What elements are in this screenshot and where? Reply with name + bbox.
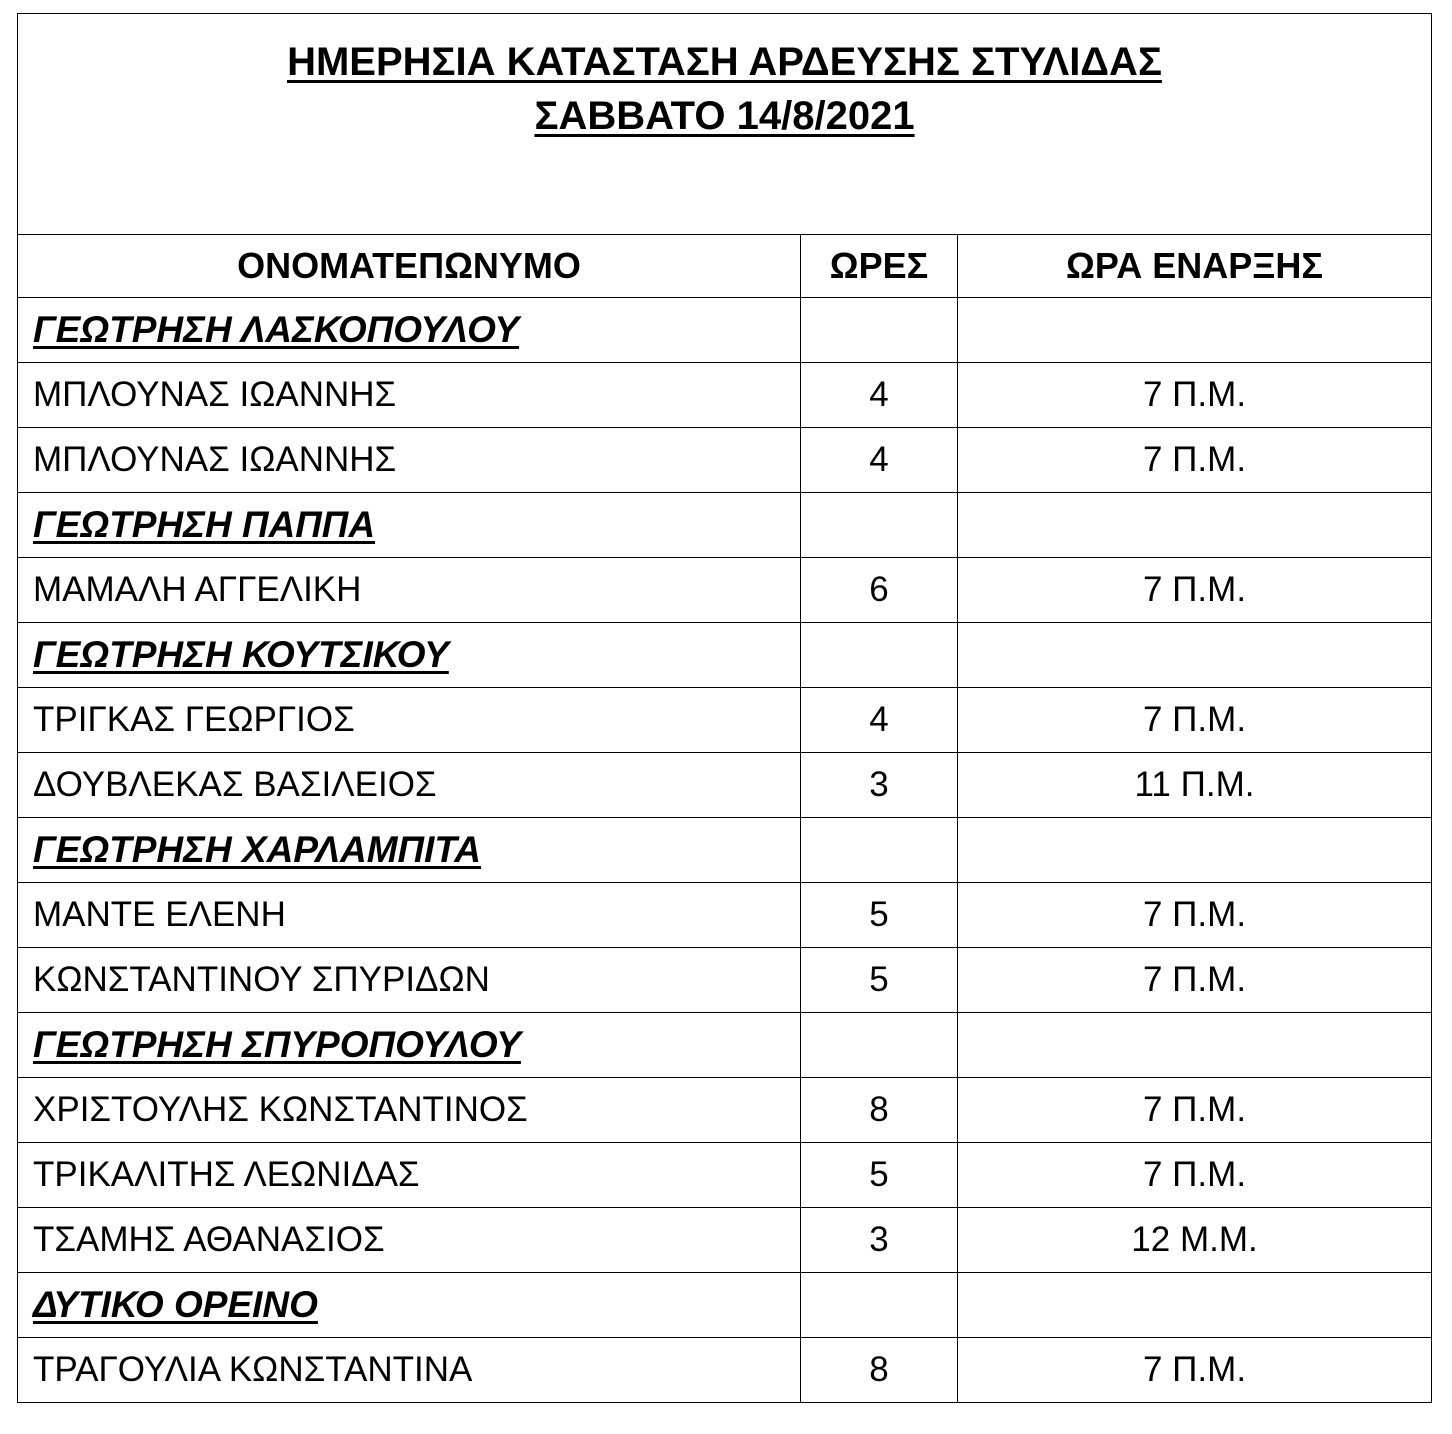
person-name: ΤΡΑΓΟΥΛΙΑ ΚΩΝΣΤΑΝΤΙΝΑ	[33, 1350, 473, 1389]
name-cell	[18, 1208, 801, 1273]
name-cell	[18, 363, 801, 428]
hours-cell: 3	[801, 1208, 958, 1273]
start-time-cell	[958, 298, 1432, 363]
name-cell	[18, 558, 801, 623]
section-row	[18, 298, 1432, 363]
start-time-cell: 7 Π.Μ.	[958, 688, 1432, 753]
irrigation-schedule-table	[17, 13, 1432, 1403]
person-name: ΜΠΛΟΥΝΑΣ ΙΩΑΝΝΗΣ	[33, 440, 397, 479]
name-cell	[18, 1143, 801, 1208]
table-row	[18, 688, 1432, 753]
table-row	[18, 753, 1432, 818]
start-time-cell: 7 Π.Μ.	[958, 1078, 1432, 1143]
start-time-cell: 7 Π.Μ.	[958, 558, 1432, 623]
hours-cell	[801, 493, 958, 558]
start-time-cell: 7 Π.Μ.	[958, 428, 1432, 493]
start-time-cell	[958, 1273, 1432, 1338]
hours-cell: 8	[801, 1338, 958, 1403]
person-name: ΜΑΜΑΛΗ ΑΓΓΕΛΙΚΗ	[33, 570, 362, 609]
hours-cell: 5	[801, 948, 958, 1013]
name-cell	[18, 623, 801, 688]
table-body	[18, 14, 1432, 1403]
name-cell	[18, 818, 801, 883]
name-cell	[18, 428, 801, 493]
section-row	[18, 818, 1432, 883]
table-row	[18, 1143, 1432, 1208]
name-cell	[18, 493, 801, 558]
start-time-cell: 7 Π.Μ.	[958, 948, 1432, 1013]
header-row	[18, 235, 1432, 298]
document-date: ΣΑΒΒΑΤΟ 14/8/2021	[534, 94, 915, 138]
name-cell	[18, 883, 801, 948]
person-name: ΤΡΙΓΚΑΣ ΓΕΩΡΓΙΟΣ	[33, 700, 355, 739]
document-title: ΗΜΕΡΗΣΙΑ ΚΑΤΑΣΤΑΣΗ ΑΡΔΕΥΣΗΣ ΣΤΥΛΙΔΑΣ	[287, 40, 1162, 84]
table-row	[18, 428, 1432, 493]
start-time-cell	[958, 623, 1432, 688]
section-label: ΓΕΩΤΡΗΣΗ ΠΑΠΠΑ	[33, 504, 376, 545]
section-label: ΓΕΩΤΡΗΣΗ ΛΑΣΚΟΠΟΥΛΟΥ	[33, 309, 520, 350]
table-row	[18, 1208, 1432, 1273]
section-row	[18, 1273, 1432, 1338]
start-time-cell: 7 Π.Μ.	[958, 883, 1432, 948]
section-label: ΔΥΤΙΚΟ ΟΡΕΙΝΟ	[33, 1284, 318, 1325]
start-time-cell: 7 Π.Μ.	[958, 363, 1432, 428]
section-label: ΓΕΩΤΡΗΣΗ ΧΑΡΛΑΜΠΙΤΑ	[33, 829, 481, 870]
name-cell	[18, 753, 801, 818]
hours-cell: 4	[801, 363, 958, 428]
column-header-start-time: ΩΡΑ ΕΝΑΡΞΗΣ	[958, 235, 1432, 298]
name-cell	[18, 1338, 801, 1403]
person-name: ΤΣΑΜΗΣ ΑΘΑΝΑΣΙΟΣ	[33, 1220, 385, 1259]
table-row	[18, 558, 1432, 623]
hours-cell: 4	[801, 688, 958, 753]
table-row	[18, 1338, 1432, 1403]
name-cell	[18, 1273, 801, 1338]
section-row	[18, 623, 1432, 688]
start-time-cell	[958, 1013, 1432, 1078]
start-time-cell: 12 Μ.Μ.	[958, 1208, 1432, 1273]
hours-cell: 3	[801, 753, 958, 818]
hours-cell	[801, 1273, 958, 1338]
start-time-cell	[958, 818, 1432, 883]
hours-cell: 5	[801, 1143, 958, 1208]
table-row	[18, 1078, 1432, 1143]
hours-cell	[801, 623, 958, 688]
start-time-cell: 7 Π.Μ.	[958, 1338, 1432, 1403]
hours-cell	[801, 818, 958, 883]
title-row	[18, 14, 1432, 235]
person-name: ΜΠΛΟΥΝΑΣ ΙΩΑΝΝΗΣ	[33, 375, 397, 414]
hours-cell	[801, 1013, 958, 1078]
name-cell	[18, 688, 801, 753]
hours-cell	[801, 298, 958, 363]
table-row	[18, 948, 1432, 1013]
person-name: ΤΡΙΚΑΛΙΤΗΣ ΛΕΩΝΙΔΑΣ	[33, 1155, 420, 1194]
hours-cell: 6	[801, 558, 958, 623]
hours-cell: 4	[801, 428, 958, 493]
person-name: ΚΩΝΣΤΑΝΤΙΝΟΥ ΣΠΥΡΙΔΩΝ	[33, 960, 490, 999]
section-row	[18, 493, 1432, 558]
column-header-hours: ΩΡΕΣ	[801, 235, 958, 298]
start-time-cell	[958, 493, 1432, 558]
section-label: ΓΕΩΤΡΗΣΗ ΣΠΥΡΟΠΟΥΛΟΥ	[33, 1024, 521, 1065]
hours-cell: 8	[801, 1078, 958, 1143]
section-label: ΓΕΩΤΡΗΣΗ ΚΟΥΤΣΙΚΟΥ	[33, 634, 449, 675]
name-cell	[18, 298, 801, 363]
person-name: ΧΡΙΣΤΟΥΛΗΣ ΚΩΝΣΤΑΝΤΙΝΟΣ	[33, 1090, 528, 1129]
hours-cell: 5	[801, 883, 958, 948]
person-name: ΔΟΥΒΛΕΚΑΣ ΒΑΣΙΛΕΙΟΣ	[33, 765, 437, 804]
person-name: ΜΑΝΤΕ ΕΛΕΝΗ	[33, 895, 286, 934]
name-cell	[18, 948, 801, 1013]
start-time-cell: 11 Π.Μ.	[958, 753, 1432, 818]
section-row	[18, 1013, 1432, 1078]
table-row	[18, 883, 1432, 948]
title-cell	[18, 14, 1432, 235]
name-cell	[18, 1013, 801, 1078]
table-row	[18, 363, 1432, 428]
column-header-name: ΟΝΟΜΑΤΕΠΩΝΥΜΟ	[18, 235, 801, 298]
start-time-cell: 7 Π.Μ.	[958, 1143, 1432, 1208]
name-cell	[18, 1078, 801, 1143]
